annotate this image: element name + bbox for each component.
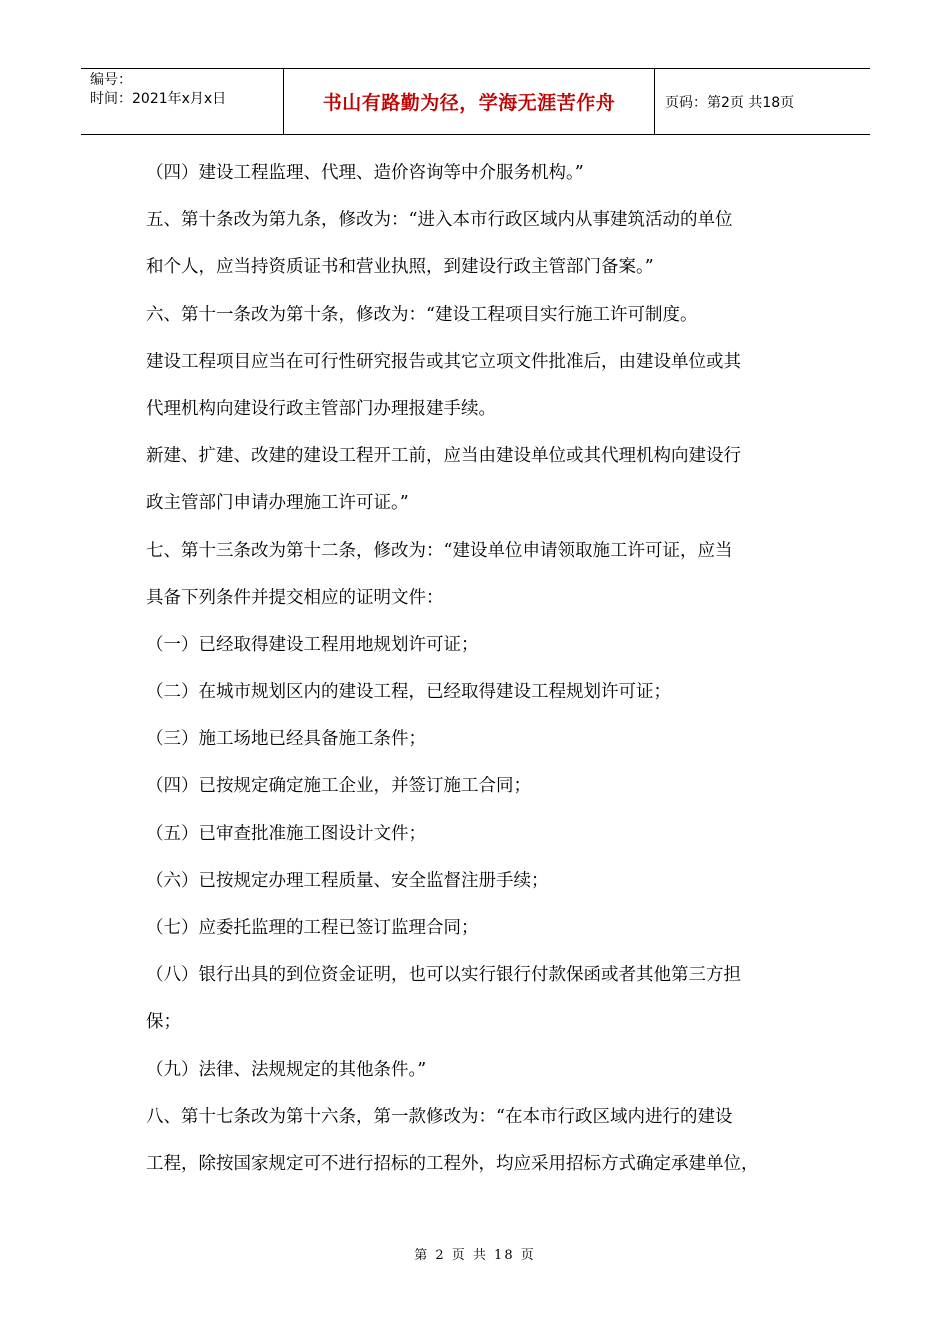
body-line: 和个人，应当持资质证书和营业执照，到建设行政主管部门备案。” [146,257,654,278]
document-number-label: 编号： [90,72,132,88]
body-line: 代理机构向建设行政主管部门办理报建手续。 [146,398,496,419]
page-footer: 第 2 页 共 18 页 [414,1248,536,1263]
header-meta [81,69,283,134]
body-line: （六）已按规定办理工程质量、安全监督注册手续； [146,870,549,891]
header-slogan: 书山有路勤为径，学海无涯苦作舟 [283,69,655,134]
body-line: 五、第十条改为第九条，修改为：“进入本市行政区域内从事建筑活动的单位 [146,210,733,231]
body-line: 建设工程项目应当在可行性研究报告或其它立项文件批准后，由建设单位或其 [146,351,741,372]
body-line: （二）在城市规划区内的建设工程，已经取得建设工程规划许可证； [146,682,671,703]
body-line: 具备下列条件并提交相应的证明文件： [146,587,444,608]
body-line: （八）银行出具的到位资金证明，也可以实行银行付款保函或者其他第三方担 [146,965,741,986]
body-line: 工程，除按国家规定可不进行招标的工程外，均应采用招标方式确定承建单位， [146,1153,759,1174]
body-line: （五）已审查批准施工图设计文件； [146,823,426,844]
body-line: （三）施工场地已经具备施工条件； [146,729,426,750]
body-line: 政主管部门申请办理施工许可证。” [146,493,409,514]
body-line: 七、第十三条改为第十二条，修改为：“建设单位申请领取施工许可证，应当 [146,540,733,561]
body-line: 新建、扩建、改建的建设工程开工前，应当由建设单位或其代理机构向建设行 [146,446,741,467]
page-header [81,68,870,135]
body-line: 八、第十七条改为第十六条，第一款修改为：“在本市行政区域内进行的建设 [146,1106,733,1127]
body-line: 保； [146,1012,181,1033]
body-line: （九）法律、法规规定的其他条件。” [146,1059,427,1080]
header-page-info: 页码：第2页 共18页 [665,94,795,111]
body-line: （七）应委托监理的工程已签订监理合同； [146,918,479,938]
body-line: 六、第十一条改为第十条，修改为：“建设工程项目实行施工许可制度。 [146,304,698,325]
document-body [146,150,816,1188]
body-line: （一）已经取得建设工程用地规划许可证； [146,634,479,655]
body-line: （四）建设工程监理、代理、造价咨询等中介服务机构。” [146,163,584,183]
document-date: 时间：2021年x月x日 [90,91,227,107]
body-line: （四）已按规定确定施工企业，并签订施工合同； [146,776,531,797]
